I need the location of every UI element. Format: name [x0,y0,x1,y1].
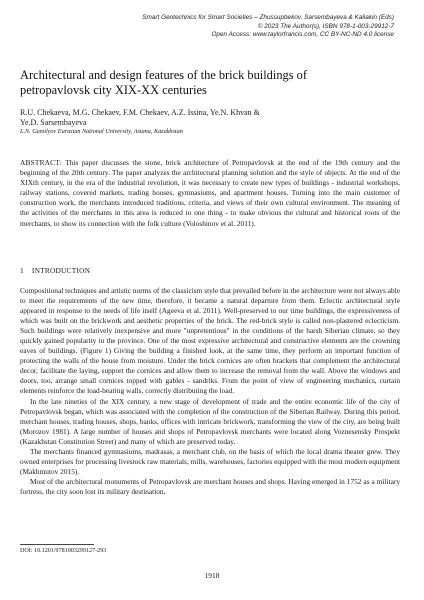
section-title: INTRODUCTION [31,266,91,275]
page-number: 1918 [204,571,220,580]
abstract [20,158,400,229]
body-text [20,286,400,497]
running-header [34,14,394,40]
author-list [20,108,400,128]
author-list-line-1: R.U. Chekaeva, M.G. Chekaev, F.M. Chekaev, A.Z. Issina, Ye.N. Khvan & [20,108,260,117]
abstract-text: This paper discusses the stone, brick architecture of Petropavlovsk at the end of the 19th century and the beginning of the 20th century. The paper analyzes the architectural planning solution and the style of objects. At the end of the XIXth century, in the era of the industrial revolution, it was necessary to create new types of buildings - industrial workshops, railway stations, covered markets, trading houses, gymnasiums, and apartment houses. Turning into the main customer of construction work, the merchants introduced traditions, criteria, and views of their own cultural environment. The meaning of the activities of the merchants in this area is reduced to one thing - to make obvious the cultural and historical roots of the merchants, to show its connection with the folk culture (Voloshinov et al. 2011). [20,158,400,228]
paper-title [20,68,400,97]
author-affiliation: L.N. Gumilyov Eurasian National University, Astana, Kazakhstan [20,128,183,135]
section-number: 1 [20,266,24,275]
paragraph-4: Most of the architectural monuments of Petropavlovsk are merchant houses and shops. Having emerged in 1752 as a military fortress, the city soon lost its military destination, [20,476,400,496]
author-list-line-2: Ye.D. Sarsembayeva [20,118,87,128]
paper-title-line-1: Architectural and design features of the brick buildings of [20,68,307,82]
doi-link[interactable]: DOI: 10.1201/9781003299127-293 [20,548,107,554]
footnote-rule [20,544,94,545]
paragraph-2: In the late nineties of the XIX century, a new stage of development of trade and the entire economic life of the city of Petropavlovsk began, which was associated with the completion of the construction of the Siberian Railway. During this period, merchant houses, trading houses, shops, banks, offices with intricate brickwork, transforming the view of the city, are being built (Morozov 1981). A large number of houses and shops of Petropavlovsk merchants were located along Voznesensky Prospekt (Kazakhstan Constitution Street) and many of which are preserved today. [20,396,400,446]
header-copyright: © 2023 The Author(s), ISBN 978-1-003-29912-7 [257,22,394,30]
section-heading [20,266,90,276]
header-book-title: Smart Geotechnics for Smart Societies – Zhussupbekov, Sarsembayeva & Kaliakin (Eds) [142,14,394,21]
paragraph-1: Compositional techniques and artistic norms of the classicism style that prevailed before in the architecture were not always able to meet the requirements of the new time, therefore, it became a natural departure from them. Eclectic architectural style appeared in response to the needs of life itself (Ageeva et al. 2011). Well-preserved to our time buildings, the expressiveness of which was built on the brickwork and aesthetic properties of the brick. The red-brick style is called non-plastered eclecticism. Such buildings were relatively inexpensive and more "unpretentious" in the conditions of the harsh Siberian climate, so they quickly gained popularity in the province. One of the most expressive architectural and constructive elements are the crowning eaves of buildings. (Figure 1) Giving the building a finished look, at the same time, they perform an important function of protecting the walls of the house from moisture. Under the brick cornices are often brackets that complement the architectural decor, facilitate the laying, support the cornices and allow them to increase the removal from the wall. Above the windows and doors, too, arrange small cornices topped with gables - sandriks. From the point of view of engineering mechanics, curtain elements reinforce the load-bearing walls, correctly distributing the load. [20,286,400,396]
paper-title-line-2: petropavlovsk city XIX-XX centuries [20,82,207,97]
header-license: Open Access: www.taylorfrancis.com, CC BY-NC-ND 4.0 license [211,31,394,39]
abstract-label: ABSTRACT: [20,158,62,167]
paragraph-3: The merchants financed gymnasiums, madrasas, a merchant club, on the basis of which the local drama theater grew. They owned enterprises for processing livestock raw materials, mills, warehouses, factories equipped with the most modern equipment (Makhmutov 2015). [20,446,400,476]
